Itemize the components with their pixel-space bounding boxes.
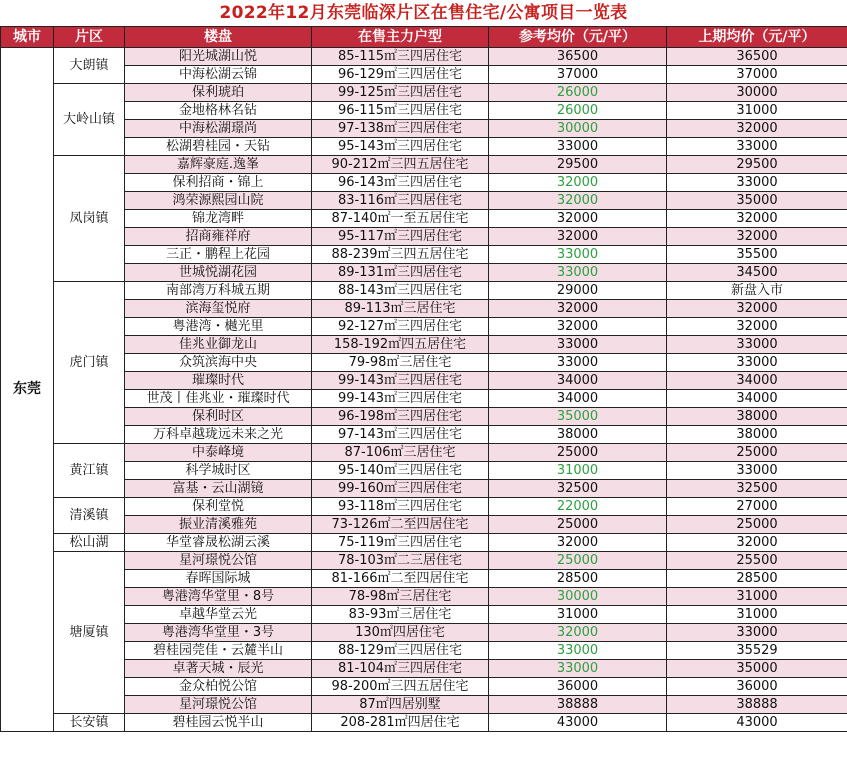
reference-price-cell: 30000 xyxy=(489,588,667,606)
table-row xyxy=(1,48,847,66)
table-row xyxy=(1,444,847,462)
reference-price-cell: 38000 xyxy=(489,426,667,444)
previous-price-cell: 36500 xyxy=(667,48,847,66)
previous-price-cell: 35529 xyxy=(667,642,847,660)
reference-price-cell: 32000 xyxy=(489,192,667,210)
previous-price-cell: 33000 xyxy=(667,138,847,156)
previous-price-cell: 28500 xyxy=(667,570,847,588)
reference-price-cell: 31000 xyxy=(489,462,667,480)
project-name-cell: 科学城时区 xyxy=(125,462,312,480)
project-name-cell: 卓著天城・辰光 xyxy=(125,660,312,678)
previous-price-cell: 32500 xyxy=(667,480,847,498)
project-table xyxy=(0,26,847,732)
header-project: 楼盘 xyxy=(125,27,312,48)
unit-type-cell: 95-117㎡三四居住宅 xyxy=(312,228,489,246)
previous-price-cell: 32000 xyxy=(667,228,847,246)
district-cell: 大朗镇 xyxy=(54,48,125,84)
table-row xyxy=(1,174,847,192)
city-cell: 东莞 xyxy=(1,48,54,732)
unit-type-cell: 89-131㎡三四居住宅 xyxy=(312,264,489,282)
unit-type-cell: 73-126㎡二至四居住宅 xyxy=(312,516,489,534)
table-row xyxy=(1,570,847,588)
unit-type-cell: 97-143㎡三四居住宅 xyxy=(312,426,489,444)
reference-price-cell: 31000 xyxy=(489,606,667,624)
unit-type-cell: 87㎡四居别墅 xyxy=(312,696,489,714)
reference-price-cell: 25000 xyxy=(489,552,667,570)
previous-price-cell: 32000 xyxy=(667,120,847,138)
unit-type-cell: 88-143㎡三四居住宅 xyxy=(312,282,489,300)
previous-price-cell: 34500 xyxy=(667,264,847,282)
unit-type-cell: 95-143㎡三四居住宅 xyxy=(312,138,489,156)
project-name-cell: 星河璟悦公馆 xyxy=(125,552,312,570)
unit-type-cell: 78-103㎡二三居住宅 xyxy=(312,552,489,570)
district-cell: 清溪镇 xyxy=(54,498,125,534)
table-row xyxy=(1,354,847,372)
unit-type-cell: 75-119㎡三四居住宅 xyxy=(312,534,489,552)
table-title: 2022年12月东莞临深片区在售住宅/公寓项目一览表 xyxy=(219,3,628,23)
project-name-cell: 春晖国际城 xyxy=(125,570,312,588)
reference-price-cell: 36000 xyxy=(489,678,667,696)
header-district: 片区 xyxy=(54,27,125,48)
unit-type-cell: 90-212㎡三四五居住宅 xyxy=(312,156,489,174)
district-cell: 黄江镇 xyxy=(54,444,125,498)
reference-price-cell: 33000 xyxy=(489,246,667,264)
project-name-cell: 中泰峰境 xyxy=(125,444,312,462)
project-name-cell: 华堂睿晟松湖云溪 xyxy=(125,534,312,552)
previous-price-cell: 25500 xyxy=(667,552,847,570)
previous-price-cell: 33000 xyxy=(667,336,847,354)
project-name-cell: 星河璟悦公馆 xyxy=(125,696,312,714)
previous-price-cell: 34000 xyxy=(667,372,847,390)
table-row xyxy=(1,534,847,552)
table-row xyxy=(1,300,847,318)
project-name-cell: 粤港湾・樾光里 xyxy=(125,318,312,336)
table-row xyxy=(1,624,847,642)
unit-type-cell: 96-143㎡三四居住宅 xyxy=(312,174,489,192)
unit-type-cell: 88-239㎡三四五居住宅 xyxy=(312,246,489,264)
reference-price-cell: 29500 xyxy=(489,156,667,174)
previous-price-cell: 33000 xyxy=(667,174,847,192)
table-row xyxy=(1,282,847,300)
table-row xyxy=(1,498,847,516)
unit-type-cell: 88-129㎡三四居住宅 xyxy=(312,642,489,660)
project-name-cell: 松湖碧桂园・天钻 xyxy=(125,138,312,156)
table-row xyxy=(1,372,847,390)
unit-type-cell: 81-104㎡三四居住宅 xyxy=(312,660,489,678)
table-row xyxy=(1,264,847,282)
project-name-cell: 粤港湾华堂里・3号 xyxy=(125,624,312,642)
previous-price-cell: 32000 xyxy=(667,534,847,552)
project-name-cell: 中海松湖璟尚 xyxy=(125,120,312,138)
district-cell: 虎门镇 xyxy=(54,282,125,444)
table-row xyxy=(1,228,847,246)
project-name-cell: 振业清溪雅苑 xyxy=(125,516,312,534)
project-name-cell: 保利堂悦 xyxy=(125,498,312,516)
reference-price-cell: 22000 xyxy=(489,498,667,516)
unit-type-cell: 93-118㎡三四居住宅 xyxy=(312,498,489,516)
table-row xyxy=(1,480,847,498)
reference-price-cell: 26000 xyxy=(489,84,667,102)
project-name-cell: 滨海玺悦府 xyxy=(125,300,312,318)
reference-price-cell: 33000 xyxy=(489,660,667,678)
table-row xyxy=(1,390,847,408)
reference-price-cell: 35000 xyxy=(489,408,667,426)
table-row xyxy=(1,318,847,336)
previous-price-cell: 37000 xyxy=(667,66,847,84)
project-name-cell: 金众柏悦公馆 xyxy=(125,678,312,696)
project-name-cell: 鸿荣源熙园山院 xyxy=(125,192,312,210)
unit-type-cell: 87-140㎡一至五居住宅 xyxy=(312,210,489,228)
table-row xyxy=(1,588,847,606)
previous-price-cell: 32000 xyxy=(667,300,847,318)
unit-type-cell: 208-281㎡四居住宅 xyxy=(312,714,489,732)
reference-price-cell: 26000 xyxy=(489,102,667,120)
unit-type-cell: 95-140㎡三四居住宅 xyxy=(312,462,489,480)
previous-price-cell: 43000 xyxy=(667,714,847,732)
reference-price-cell: 43000 xyxy=(489,714,667,732)
project-name-cell: 中海松湖云锦 xyxy=(125,66,312,84)
header-reference-price: 参考均价（元/平） xyxy=(489,27,667,48)
previous-price-cell: 27000 xyxy=(667,498,847,516)
table-body xyxy=(1,48,847,732)
unit-type-cell: 79-98㎡三居住宅 xyxy=(312,354,489,372)
previous-price-cell: 38888 xyxy=(667,696,847,714)
reference-price-cell: 29000 xyxy=(489,282,667,300)
table-row xyxy=(1,552,847,570)
project-name-cell: 保利琥珀 xyxy=(125,84,312,102)
table-row xyxy=(1,120,847,138)
previous-price-cell: 38000 xyxy=(667,408,847,426)
table-row xyxy=(1,516,847,534)
reference-price-cell: 34000 xyxy=(489,390,667,408)
table-row xyxy=(1,606,847,624)
project-name-cell: 金地格林名钻 xyxy=(125,102,312,120)
previous-price-cell: 34000 xyxy=(667,390,847,408)
project-name-cell: 嘉辉豪庭.逸峯 xyxy=(125,156,312,174)
table-row xyxy=(1,210,847,228)
reference-price-cell: 32000 xyxy=(489,534,667,552)
table-row xyxy=(1,66,847,84)
reference-price-cell: 38888 xyxy=(489,696,667,714)
unit-type-cell: 97-138㎡三四居住宅 xyxy=(312,120,489,138)
unit-type-cell: 96-115㎡三四居住宅 xyxy=(312,102,489,120)
reference-price-cell: 33000 xyxy=(489,354,667,372)
project-name-cell: 世城悦湖花园 xyxy=(125,264,312,282)
project-name-cell: 粤港湾华堂里・8号 xyxy=(125,588,312,606)
table-row xyxy=(1,696,847,714)
unit-type-cell: 96-129㎡三四居住宅 xyxy=(312,66,489,84)
header-unit-type: 在售主力户型 xyxy=(312,27,489,48)
table-row xyxy=(1,84,847,102)
project-name-cell: 三正・鹏程上花园 xyxy=(125,246,312,264)
unit-type-cell: 99-143㎡三四居住宅 xyxy=(312,390,489,408)
unit-type-cell: 89-113㎡三居住宅 xyxy=(312,300,489,318)
reference-price-cell: 32000 xyxy=(489,210,667,228)
project-name-cell: 世茂丨佳兆业・璀璨时代 xyxy=(125,390,312,408)
reference-price-cell: 28500 xyxy=(489,570,667,588)
unit-type-cell: 83-116㎡三四居住宅 xyxy=(312,192,489,210)
table-row xyxy=(1,156,847,174)
previous-price-cell: 31000 xyxy=(667,606,847,624)
table-row xyxy=(1,336,847,354)
previous-price-cell: 36000 xyxy=(667,678,847,696)
table-row xyxy=(1,408,847,426)
project-name-cell: 万科卓越珑远未来之光 xyxy=(125,426,312,444)
table-row xyxy=(1,660,847,678)
project-name-cell: 璀璨时代 xyxy=(125,372,312,390)
reference-price-cell: 33000 xyxy=(489,336,667,354)
reference-price-cell: 33000 xyxy=(489,642,667,660)
district-cell: 塘厦镇 xyxy=(54,552,125,714)
table-row xyxy=(1,102,847,120)
previous-price-cell: 30000 xyxy=(667,84,847,102)
unit-type-cell: 81-166㎡二至四居住宅 xyxy=(312,570,489,588)
reference-price-cell: 34000 xyxy=(489,372,667,390)
project-name-cell: 保利时区 xyxy=(125,408,312,426)
table-row xyxy=(1,192,847,210)
previous-price-cell: 25000 xyxy=(667,444,847,462)
unit-type-cell: 83-93㎡三居住宅 xyxy=(312,606,489,624)
project-name-cell: 南部湾万科城五期 xyxy=(125,282,312,300)
header-row xyxy=(1,27,847,48)
previous-price-cell: 31000 xyxy=(667,102,847,120)
previous-price-cell: 32000 xyxy=(667,318,847,336)
unit-type-cell: 85-115㎡三四居住宅 xyxy=(312,48,489,66)
district-cell: 大岭山镇 xyxy=(54,84,125,156)
reference-price-cell: 33000 xyxy=(489,264,667,282)
reference-price-cell: 32500 xyxy=(489,480,667,498)
previous-price-cell: 33000 xyxy=(667,462,847,480)
table-row xyxy=(1,138,847,156)
previous-price-cell: 33000 xyxy=(667,354,847,372)
previous-price-cell: 35000 xyxy=(667,660,847,678)
project-name-cell: 卓越华堂云光 xyxy=(125,606,312,624)
reference-price-cell: 32000 xyxy=(489,174,667,192)
header-city: 城市 xyxy=(1,27,54,48)
project-name-cell: 众筑滨海中央 xyxy=(125,354,312,372)
unit-type-cell: 98-200㎡三四五居住宅 xyxy=(312,678,489,696)
previous-price-cell: 35000 xyxy=(667,192,847,210)
unit-type-cell: 92-127㎡三四居住宅 xyxy=(312,318,489,336)
unit-type-cell: 87-106㎡三居住宅 xyxy=(312,444,489,462)
project-name-cell: 佳兆业御龙山 xyxy=(125,336,312,354)
project-name-cell: 阳光城湖山悦 xyxy=(125,48,312,66)
unit-type-cell: 158-192㎡四五居住宅 xyxy=(312,336,489,354)
reference-price-cell: 36500 xyxy=(489,48,667,66)
unit-type-cell: 99-143㎡三四居住宅 xyxy=(312,372,489,390)
project-name-cell: 碧桂园莞佳・云麓半山 xyxy=(125,642,312,660)
unit-type-cell: 96-198㎡三四居住宅 xyxy=(312,408,489,426)
previous-price-cell: 29500 xyxy=(667,156,847,174)
district-cell: 凤岗镇 xyxy=(54,156,125,282)
project-name-cell: 锦龙湾畔 xyxy=(125,210,312,228)
unit-type-cell: 99-125㎡三四居住宅 xyxy=(312,84,489,102)
district-cell: 松山湖 xyxy=(54,534,125,552)
unit-type-cell: 99-160㎡三四居住宅 xyxy=(312,480,489,498)
reference-price-cell: 33000 xyxy=(489,138,667,156)
previous-price-cell: 38000 xyxy=(667,426,847,444)
reference-price-cell: 32000 xyxy=(489,318,667,336)
reference-price-cell: 32000 xyxy=(489,228,667,246)
reference-price-cell: 37000 xyxy=(489,66,667,84)
project-name-cell: 保利招商・锦上 xyxy=(125,174,312,192)
reference-price-cell: 30000 xyxy=(489,120,667,138)
reference-price-cell: 32000 xyxy=(489,624,667,642)
table-row xyxy=(1,246,847,264)
table-row xyxy=(1,462,847,480)
unit-type-cell: 78-98㎡三居住宅 xyxy=(312,588,489,606)
project-name-cell: 碧桂园云悦半山 xyxy=(125,714,312,732)
project-name-cell: 富基・云山湖镜 xyxy=(125,480,312,498)
previous-price-cell: 35500 xyxy=(667,246,847,264)
previous-price-cell: 31000 xyxy=(667,588,847,606)
previous-price-cell: 32000 xyxy=(667,210,847,228)
district-cell: 长安镇 xyxy=(54,714,125,732)
table-row xyxy=(1,426,847,444)
table-row xyxy=(1,642,847,660)
header-previous-price: 上期均价（元/平） xyxy=(667,27,847,48)
previous-price-cell: 25000 xyxy=(667,516,847,534)
reference-price-cell: 32000 xyxy=(489,300,667,318)
table-row xyxy=(1,678,847,696)
previous-price-cell: 33000 xyxy=(667,624,847,642)
project-name-cell: 招商雍祥府 xyxy=(125,228,312,246)
unit-type-cell: 130㎡四居住宅 xyxy=(312,624,489,642)
previous-price-cell: 新盘入市 xyxy=(667,282,847,300)
reference-price-cell: 25000 xyxy=(489,444,667,462)
table-row xyxy=(1,714,847,732)
reference-price-cell: 25000 xyxy=(489,516,667,534)
